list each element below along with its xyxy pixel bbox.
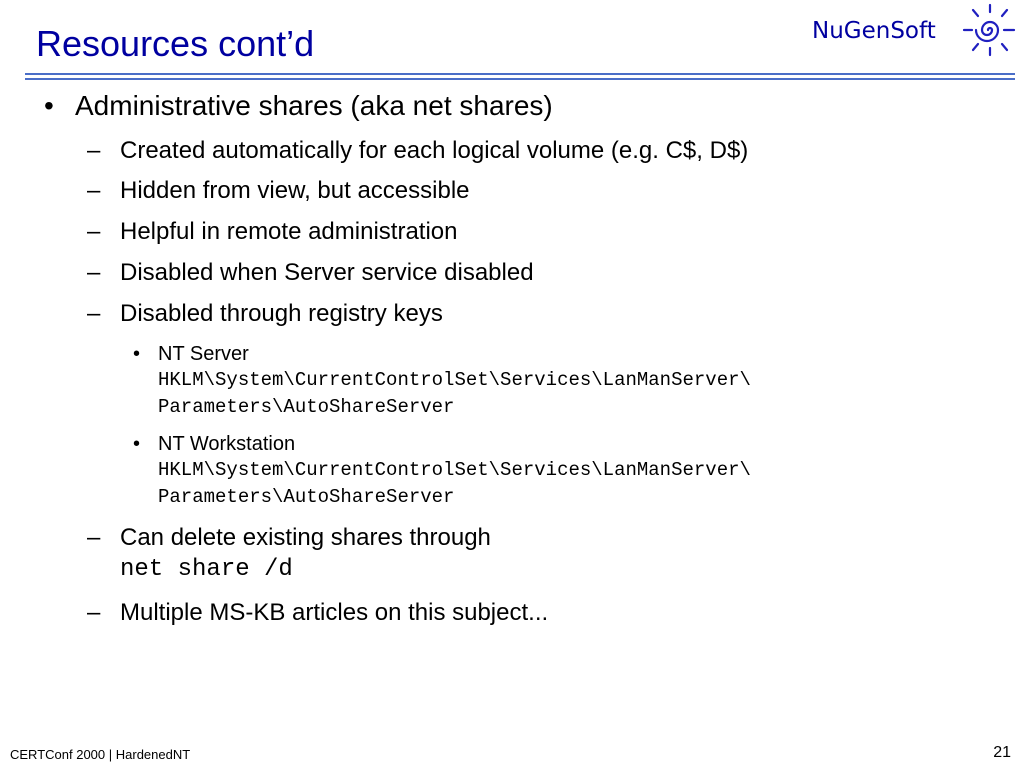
sub-item-ms-kb-articles: Multiple MS-KB articles on this subject... — [120, 599, 549, 626]
registry-entry-nt-workstation — [158, 432, 751, 511]
bullet-marker: • — [133, 343, 141, 365]
dash-marker: – — [87, 177, 101, 204]
sub-item-hidden-from-view: Hidden from view, but accessible — [120, 177, 470, 204]
sub-item-server-service: Disabled when Server service disabled — [120, 259, 534, 286]
nugensoft-logo — [812, 2, 1017, 62]
registry-path-line: HKLM\System\CurrentControlSet\Services\LanManServer\ — [158, 369, 751, 391]
sub-item-registry-keys: Disabled through registry keys — [120, 300, 443, 327]
registry-entry-nt-server — [158, 342, 751, 421]
registry-label: NT Server — [158, 343, 249, 365]
title-divider-bottom — [25, 78, 1015, 80]
delete-shares-text: Can delete existing shares through — [120, 524, 491, 551]
dash-marker: – — [87, 300, 101, 327]
dash-marker: – — [87, 218, 101, 245]
registry-path-line: Parameters\AutoShareServer — [158, 486, 455, 508]
sub-item-created-automatically: Created automatically for each logical volume (e.g. C$, D$) — [120, 137, 749, 164]
registry-path-line: Parameters\AutoShareServer — [158, 396, 455, 418]
footer-conference: CERTConf 2000 | HardenedNT — [10, 747, 191, 762]
bullet-administrative-shares: Administrative shares (aka net shares) — [75, 90, 553, 121]
dash-marker: – — [87, 259, 101, 286]
sub-item-remote-administration: Helpful in remote administration — [120, 218, 458, 245]
page-number: 21 — [993, 744, 1011, 761]
logo-text: NuGenSoft — [812, 18, 936, 44]
registry-path-line: HKLM\System\CurrentControlSet\Services\LanManServer\ — [158, 459, 751, 481]
dash-marker: – — [87, 524, 101, 551]
dash-marker: – — [87, 137, 101, 164]
slide-title: Resources cont’d — [36, 23, 315, 64]
title-divider-top — [25, 73, 1015, 75]
sub-item-delete-shares — [120, 523, 491, 587]
bullet-marker: • — [44, 90, 54, 121]
bullet-marker: • — [133, 433, 141, 455]
net-share-command: net share /d — [120, 556, 293, 583]
registry-label: NT Workstation — [158, 433, 296, 455]
dash-marker: – — [87, 599, 101, 626]
sun-spiral-icon — [962, 2, 1018, 58]
